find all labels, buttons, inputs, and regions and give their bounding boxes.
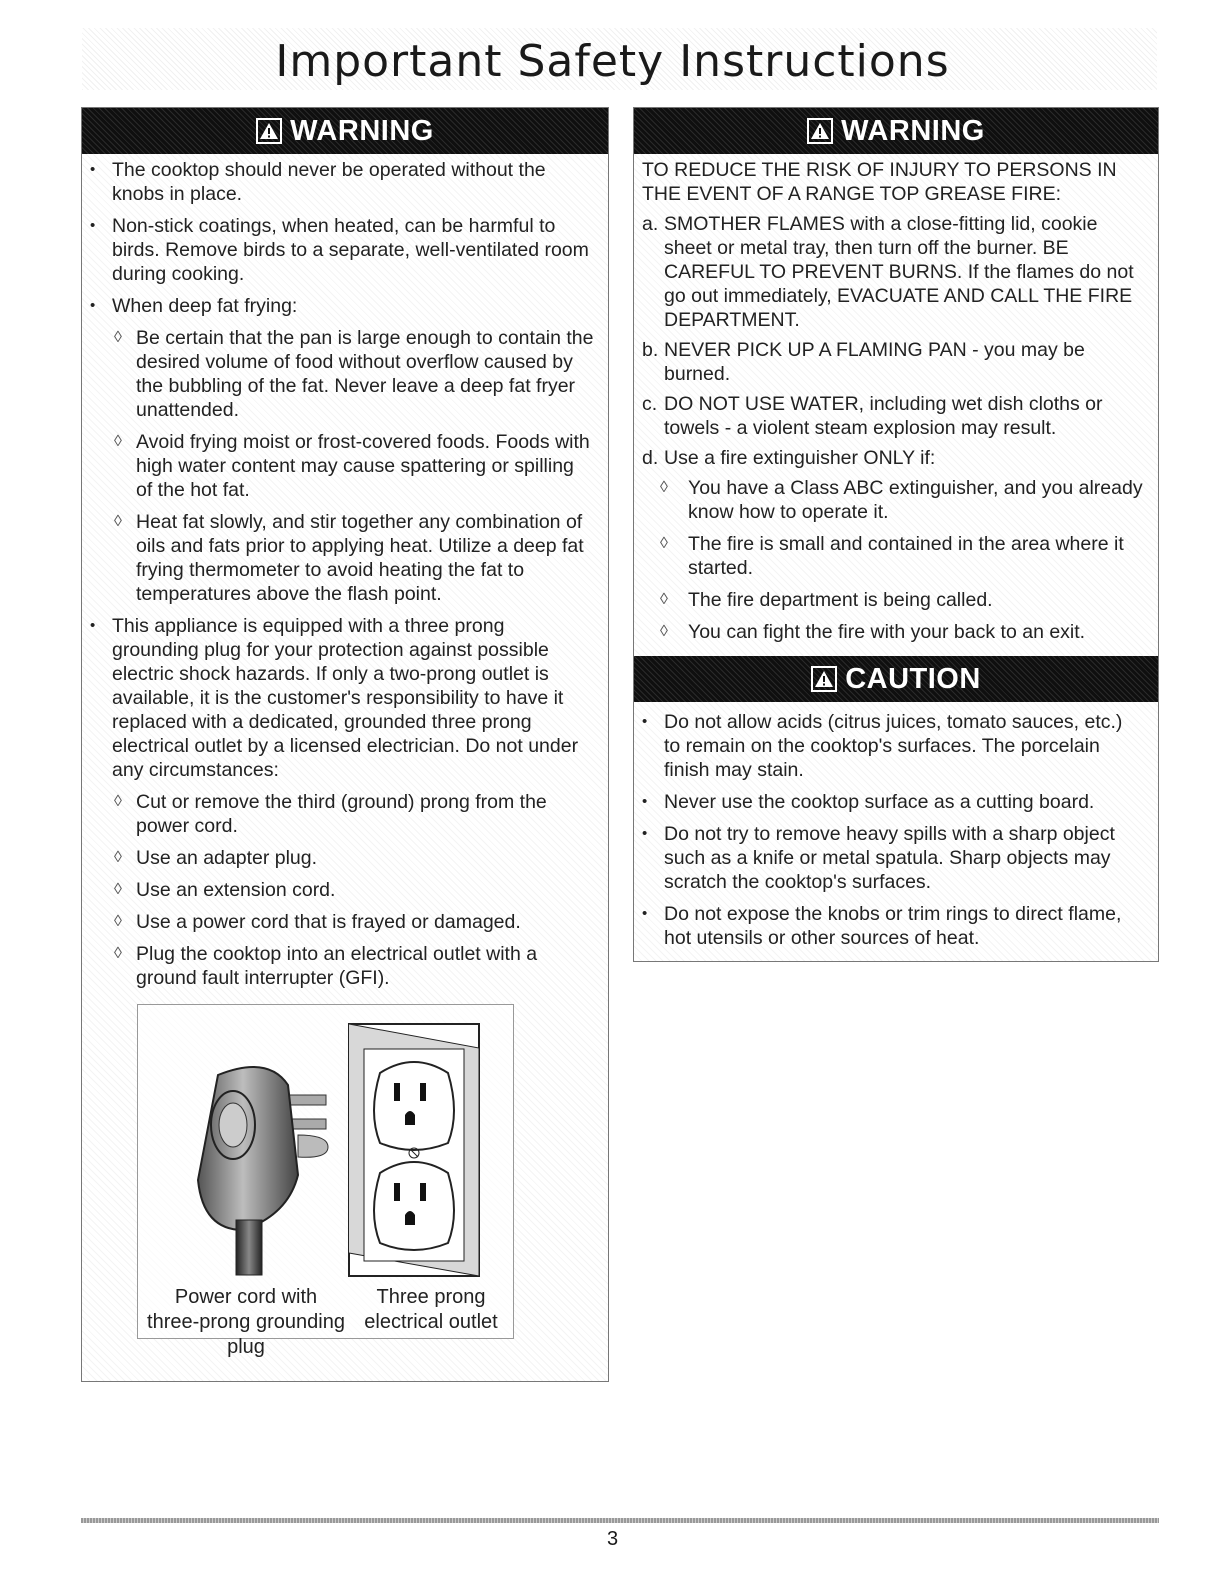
list-item [642, 212, 1148, 332]
intro-text: TO REDUCE THE RISK OF INJURY TO PERSONS IN THE EVENT OF A RANGE TOP GREASE FIRE: [642, 159, 1117, 205]
sub-list-item: ◊ Be certain that the pan is large enough to contain the desired volume of food without overflow caused by the bubbling of the fat. Never leave a deep fat fryer unattended. [96, 326, 594, 422]
list-item: • The cooktop should never be operated without the knobs in place. [96, 158, 594, 206]
list-item [642, 392, 1148, 440]
sub-list-item: ◊ Use an adapter plug. [96, 846, 594, 870]
item-text: DO NOT USE WATER, including wet dish cloths or towels - a violent steam explosion may result. [664, 393, 1103, 439]
sub-list-item: ◊ You have a Class ABC extinguisher, and you already know how to operate it. [642, 476, 1148, 524]
sub-list-item: ◊ Avoid frying moist or frost-covered foods. Foods with high water content may cause spattering or spilling of the hot fat. [96, 430, 594, 502]
duplex-outlet-icon [348, 1023, 483, 1281]
page-number: 3 [606, 1528, 619, 1550]
list-item: • Non-stick coatings, when heated, can be harmful to birds. Remove birds to a separate, well-ventilated room during cooking. [96, 214, 594, 286]
item-text: Use a fire extinguisher ONLY if: [664, 447, 936, 469]
item-letter: c. [642, 393, 658, 415]
sub-list-item: ◊ The fire department is being called. [642, 588, 1148, 612]
list-item [642, 338, 1148, 386]
right-panel-body [634, 154, 1158, 644]
outlet-caption: Three prong electrical outlet [364, 1286, 498, 1333]
item-letter: a. [642, 213, 659, 235]
item-text: NEVER PICK UP A FLAMING PAN - you may be burned. [664, 339, 1085, 385]
sub-list-item: ◊ Use an extension cord. [96, 878, 594, 902]
warning-header [82, 108, 608, 154]
item-text: SMOTHER FLAMES with a close-fitting lid, cookie sheet or metal tray, then turn off the burner. BE CAREFUL TO PREVENT BURNS. If the flames do not go out immediately, EVACUATE AND CALL THE FIRE DEPARTMENT. [664, 213, 1134, 331]
sub-list-item: ◊ Heat fat slowly, and stir together any combination of oils and fats prior to applying heat. Utilize a deep fat frying thermometer to avoid heating the fat to temperatures above the flash point. [96, 510, 594, 606]
list-item: • Do not try to remove heavy spills with a sharp object such as a knife or metal spatula. Sharp objects may scratch the cooktop's surfaces. [648, 822, 1144, 894]
footer-divider [81, 1518, 1159, 1523]
sub-list-item: ◊ Cut or remove the third (ground) prong from the power cord. [96, 790, 594, 838]
page-title: Important Safety Instructions [275, 36, 950, 87]
list-item: • When deep fat frying: [96, 294, 594, 318]
warning-header-label: WARNING [841, 114, 985, 147]
sub-list-item: ◊ Plug the cooktop into an electrical outlet with a ground fault interrupter (GFI). [96, 942, 594, 990]
plug-outlet-figure [137, 1004, 514, 1358]
list-item: • Do not allow acids (citrus juices, tomato sauces, etc.) to remain on the cooktop's surfaces. The porcelain finish may stain. [648, 710, 1144, 782]
left-warning-panel [81, 107, 609, 1382]
sub-list-item: ◊ Use a power cord that is frayed or damaged. [96, 910, 594, 934]
warning-header [634, 108, 1158, 154]
sub-list-item: ◊ You can fight the fire with your back to an exit. [642, 620, 1148, 644]
list-item: • This appliance is equipped with a three prong grounding plug for your protection against possible electric shock hazards. If only a two-prong outlet is available, it is the customer's responsibility to have it replaced with a dedicated, grounded three prong electrical outlet by a licensed electrician. Do not under any circumstances: [96, 614, 594, 782]
list-item: • Do not expose the knobs or trim rings to direct flame, hot utensils or other sources of heat. [648, 902, 1144, 950]
three-prong-plug-icon [148, 1015, 338, 1280]
plug-caption: Power cord with three-prong grounding plug [147, 1286, 345, 1358]
list-item: • Never use the cooktop surface as a cutting board. [648, 790, 1144, 814]
caution-header-label: CAUTION [845, 662, 981, 695]
item-letter: d. [642, 447, 659, 469]
warning-triangle-icon [807, 118, 833, 144]
warning-triangle-icon [811, 666, 837, 692]
list-item [642, 446, 1148, 470]
warning-triangle-icon [256, 118, 282, 144]
caution-body [634, 702, 1158, 950]
left-panel-body [82, 154, 608, 990]
right-warning-panel [633, 107, 1159, 962]
sub-list-item: ◊ The fire is small and contained in the area where it started. [642, 532, 1148, 580]
warning-header-label: WARNING [290, 114, 434, 147]
caution-header [634, 656, 1158, 702]
item-letter: b. [642, 339, 659, 361]
